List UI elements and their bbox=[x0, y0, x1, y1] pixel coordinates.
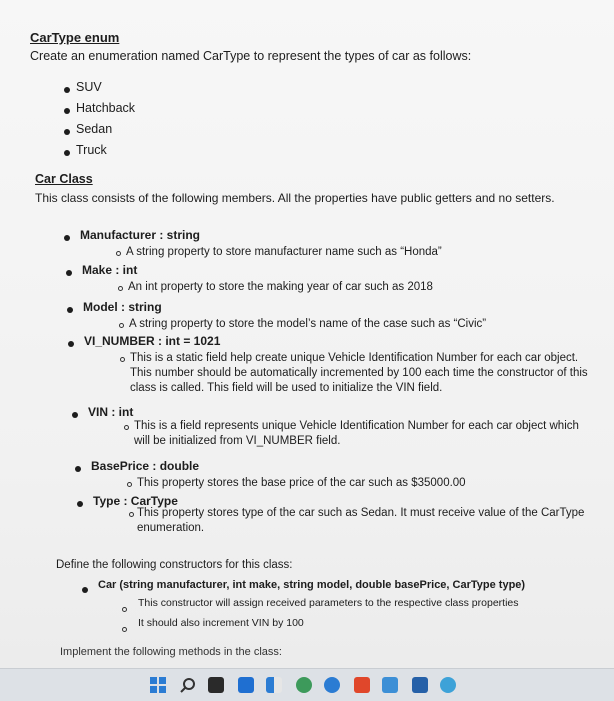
cartype-item-hatchback: Hatchback bbox=[76, 101, 136, 115]
bullet bbox=[68, 341, 74, 347]
member-vin-desc: This is a field represents unique Vehicle Identification Number for each car object which will be initialized from VI_NUMBER field. bbox=[134, 420, 579, 447]
sub-bullet bbox=[119, 323, 124, 328]
search-icon[interactable] bbox=[180, 677, 196, 693]
member-model: Model : string bbox=[83, 300, 162, 314]
sub-bullet bbox=[116, 251, 121, 256]
windows-icon[interactable] bbox=[150, 677, 166, 693]
bullet bbox=[67, 307, 73, 313]
car-class-heading: Car Class bbox=[35, 172, 93, 186]
member-manufacturer: Manufacturer : string bbox=[80, 228, 201, 242]
methods-intro: Implement the following methods in the class: bbox=[60, 646, 282, 658]
taskbar bbox=[0, 668, 614, 701]
bullet bbox=[64, 108, 70, 114]
member-vin: VIN : int bbox=[88, 405, 134, 419]
constructor-signature: Car (string manufacturer, int make, string model, double basePrice, CarType type) bbox=[98, 579, 526, 591]
cartype-heading: CarType enum bbox=[30, 30, 120, 45]
sub-bullet bbox=[124, 425, 129, 430]
member-type: Type : CarType bbox=[93, 494, 178, 508]
bullet bbox=[64, 129, 70, 135]
member-type-desc: This property stores type of the car such as Sedan. It must receive value of the CarType enumeration. bbox=[137, 507, 585, 534]
bullet bbox=[75, 466, 81, 472]
cartype-item-truck: Truck bbox=[76, 143, 107, 157]
member-base-price-desc: This property stores the base price of the car such as $35000.00 bbox=[137, 477, 466, 489]
bullet bbox=[77, 501, 83, 507]
bullet bbox=[72, 412, 78, 418]
sub-bullet bbox=[127, 482, 132, 487]
sub-bullet bbox=[122, 607, 127, 612]
member-base-price: BasePrice : double bbox=[91, 459, 200, 473]
member-vi-number: VI_NUMBER : int = 1021 bbox=[84, 334, 221, 348]
bullet bbox=[82, 587, 88, 593]
member-vi-number-desc: This is a static field help create unique Vehicle Identification Number for each car object. This number should be automatically incremented by 100 each time the constructor of this class is called. This field will be used to initialize the VIN field. bbox=[130, 352, 588, 394]
member-manufacturer-desc: A string property to store manufacturer name such as “Honda” bbox=[126, 246, 442, 258]
constructor-note-assign: This constructor will assign received parameters to the respective class properties bbox=[138, 597, 519, 609]
car-class-intro: This class consists of the following members. All the properties have public getters and no setters. bbox=[35, 191, 555, 205]
constructor-note-increment: It should also increment VIN by 100 bbox=[138, 617, 304, 629]
store-icon[interactable] bbox=[238, 677, 254, 693]
cartype-intro: Create an enumeration named CarType to represent the types of car as follows: bbox=[30, 49, 472, 63]
bullet bbox=[64, 235, 70, 241]
calendar-icon[interactable] bbox=[382, 677, 398, 693]
bullet bbox=[66, 270, 72, 276]
member-model-desc: A string property to store the model’s name of the case such as “Civic” bbox=[129, 318, 487, 330]
sub-bullet bbox=[129, 512, 134, 517]
file-explorer-icon[interactable] bbox=[354, 677, 370, 693]
skype-icon[interactable] bbox=[440, 677, 456, 693]
edge-icon[interactable] bbox=[266, 677, 282, 693]
bullet bbox=[64, 87, 70, 93]
member-make-desc: An int property to store the making year of car such as 2018 bbox=[128, 281, 433, 293]
member-make: Make : int bbox=[82, 263, 138, 277]
word-icon[interactable] bbox=[412, 677, 428, 693]
sub-bullet bbox=[120, 357, 125, 362]
mail-icon[interactable] bbox=[324, 677, 340, 693]
bullet bbox=[64, 150, 70, 156]
sub-bullet bbox=[122, 627, 127, 632]
task-view-icon[interactable] bbox=[208, 677, 224, 693]
cartype-item-sedan: Sedan bbox=[76, 122, 113, 136]
chrome-icon[interactable] bbox=[296, 677, 312, 693]
sub-bullet bbox=[118, 286, 123, 291]
constructors-intro: Define the following constructors for this class: bbox=[56, 559, 293, 571]
cartype-item-suv: SUV bbox=[76, 80, 102, 94]
